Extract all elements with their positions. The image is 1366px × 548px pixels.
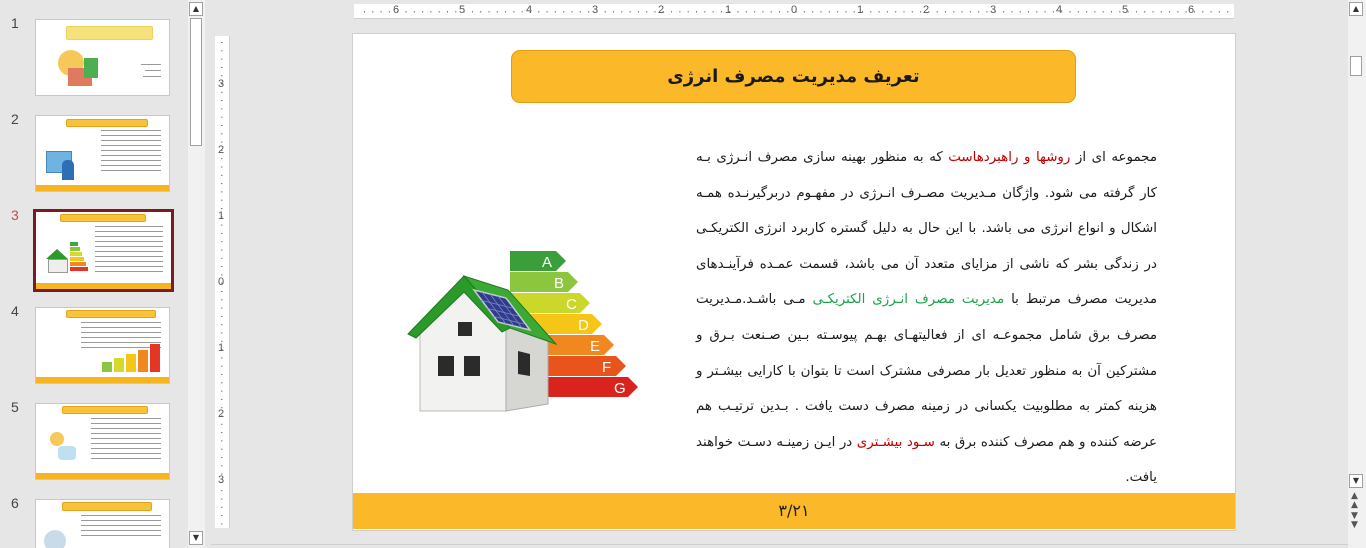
energy-bar-label: F bbox=[602, 359, 612, 376]
thumbnail-preview[interactable] bbox=[35, 403, 170, 480]
ruler-label: 1 bbox=[218, 210, 225, 222]
scroll-down-button[interactable]: ▼ bbox=[1349, 474, 1363, 488]
ruler-label: 2 bbox=[218, 408, 225, 420]
slide-canvas[interactable] bbox=[353, 34, 1235, 530]
thumbnail-number: 3 bbox=[11, 207, 19, 223]
thumbnail-slide-6[interactable] bbox=[0, 495, 188, 548]
thumbnail-slide-1[interactable] bbox=[0, 15, 188, 109]
thumbnail-preview[interactable] bbox=[35, 115, 170, 192]
highlight-red-text: روشها و راهبردهاست bbox=[948, 150, 1071, 165]
body-text-run: مـی باشـد.مـدیریت مصرف برق شامل مجموعـه ای از فعالیتهـای بهـم پیوسـته بـین صـنعت بـرق و مشترکین آن به منظور تعدیل بار مصرفی مشترک است تا بتوان با کارایی بیشـتر و هزینه کمتر به مطلوبیت یکسانی در زمینه مصرف دست یافت . بـدین ترتیـب هم عرضه کننده و هم مصرف کننده برق به bbox=[696, 292, 1158, 450]
thumbnail-preview[interactable] bbox=[35, 307, 170, 384]
slide-number: ۳/۲۱ bbox=[778, 501, 810, 520]
thumbnail-preview[interactable] bbox=[35, 19, 170, 96]
thumbnail-number: 4 bbox=[11, 303, 19, 319]
ruler-label: 3 bbox=[218, 78, 225, 90]
thumbnail-preview[interactable] bbox=[35, 499, 170, 548]
ruler-label: 2 bbox=[923, 4, 930, 16]
ruler-label: 1 bbox=[857, 4, 864, 16]
thumbnail-slide-3[interactable] bbox=[0, 207, 188, 301]
editor-scrollbar[interactable] bbox=[1348, 0, 1366, 548]
ruler-label: 5 bbox=[1122, 4, 1129, 16]
ruler-label: 0 bbox=[791, 4, 798, 16]
scroll-thumb[interactable] bbox=[190, 18, 202, 146]
body-text-run: که به منظور بهینه سازی مصرف انـرژی بـه کار گرفته می شود. واژگان مـدیریت مصـرف انـرژی در مفهـوم دربرگیرنـده همـه اشکال و انواع انرژی می باشد. با این حال به دلیل گستره کاربرد انرژی الکتریکـی در زندگی بشر که ناشی از مزایای متعدد آن می باشد، قسمت عمـده فرآینـدهای مدیریت مصرف مرتبط با bbox=[696, 150, 1157, 308]
energy-bar-label: B bbox=[554, 275, 565, 292]
ruler-label: 6 bbox=[393, 4, 400, 16]
next-slide-icon[interactable]: ▼ ▼ bbox=[1351, 511, 1358, 530]
ruler-label: 1 bbox=[218, 342, 225, 354]
scroll-thumb[interactable] bbox=[1350, 56, 1362, 76]
ruler-label: 3 bbox=[218, 474, 225, 486]
energy-bar-b bbox=[510, 272, 578, 292]
title-box[interactable] bbox=[511, 50, 1076, 103]
body-text-run: در ایـن زمینـه دسـت خواهند یافت. bbox=[696, 434, 1157, 486]
thumbnail-slide-2[interactable] bbox=[0, 111, 188, 205]
thumbnail-preview-selected[interactable] bbox=[33, 209, 174, 292]
highlight-red-text: سـود بیشـتری bbox=[856, 434, 935, 450]
previous-slide-icon[interactable]: ▲ ▲ bbox=[1351, 491, 1358, 510]
energy-bar-label: E bbox=[590, 338, 601, 355]
ruler-label: 1 bbox=[725, 4, 732, 16]
thumbnail-number: 5 bbox=[11, 399, 19, 415]
energy-bar-a bbox=[510, 251, 566, 271]
thumbnails-scrollbar[interactable] bbox=[188, 0, 205, 548]
ruler-label: 4 bbox=[526, 4, 533, 16]
energy-bar-label: G bbox=[614, 380, 626, 397]
pane-divider bbox=[211, 544, 1348, 545]
ruler-label: 5 bbox=[459, 4, 466, 16]
thumbnail-number: 2 bbox=[11, 111, 19, 127]
thumbnail-number: 6 bbox=[11, 495, 19, 511]
highlight-green-text: مدیریت مصرف انـرژی الکتریکـی bbox=[812, 292, 1005, 308]
slide-title: تعریف مدیریت مصرف انرژی bbox=[667, 66, 920, 87]
scroll-down-button[interactable]: ▼ bbox=[189, 531, 203, 545]
ruler-label: 0 bbox=[218, 276, 225, 288]
scroll-up-button[interactable]: ▲ bbox=[189, 2, 203, 16]
ruler-label: 4 bbox=[1056, 4, 1063, 16]
thumbnail-slide-5[interactable] bbox=[0, 399, 188, 493]
body-text-run: مجموعه ای از bbox=[1070, 150, 1157, 165]
energy-bar-label: C bbox=[566, 296, 577, 313]
ruler-label: 6 bbox=[1188, 4, 1195, 16]
slide-body-text[interactable] bbox=[696, 140, 1157, 496]
ruler-label: 2 bbox=[658, 4, 665, 16]
vertical-ruler bbox=[215, 36, 230, 528]
energy-bar-label: A bbox=[542, 254, 553, 271]
energy-house-illustration bbox=[398, 246, 663, 426]
thumbnail-number: 1 bbox=[11, 15, 19, 31]
ruler-label: 2 bbox=[218, 144, 225, 156]
thumbnail-slide-4[interactable] bbox=[0, 303, 188, 397]
ruler-label: 3 bbox=[592, 4, 599, 16]
scroll-up-button[interactable]: ▲ bbox=[1349, 2, 1363, 16]
footer-band bbox=[353, 493, 1235, 529]
energy-bar-label: D bbox=[578, 317, 589, 334]
horizontal-ruler bbox=[354, 4, 1234, 19]
slide-thumbnails-pane bbox=[0, 0, 188, 548]
ruler-label: 3 bbox=[990, 4, 997, 16]
